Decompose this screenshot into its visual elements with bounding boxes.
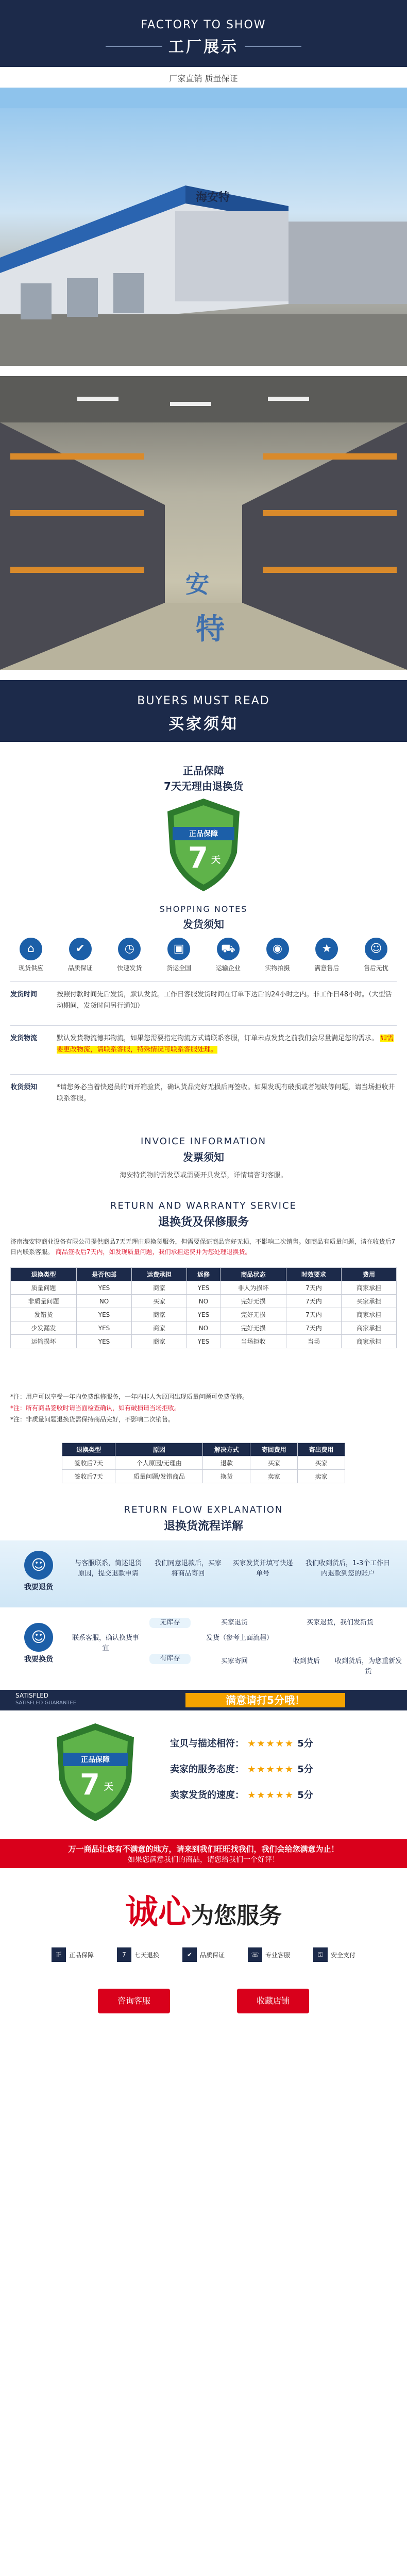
table-row [11, 1321, 397, 1335]
truck-icon: ⛟ [217, 938, 240, 960]
lock-icon: ⚿ [313, 1947, 328, 1962]
table-cell: NO [77, 1295, 132, 1308]
col-header: 寄回费用 [250, 1443, 298, 1456]
table-cell: YES [187, 1335, 221, 1348]
col-header: 退换类型 [62, 1443, 115, 1456]
feature-label: 货运全国 [166, 964, 192, 972]
rating-score: 5分 [297, 1790, 313, 1801]
table-cell: 7天内 [286, 1281, 341, 1295]
shield-unit: 天 [211, 855, 221, 866]
table-cell: YES [77, 1335, 132, 1348]
col-header: 时效要求 [286, 1268, 341, 1281]
guarantee-line1: 正品保障 [183, 765, 224, 777]
guarantee-line2: 7天无理由退换货 [164, 780, 243, 792]
returns-notes [10, 1391, 397, 1425]
exchange-label: 我要换货 [24, 1655, 53, 1664]
feature-transport [208, 938, 249, 972]
service-icon-row [52, 1947, 355, 1962]
rating-row [170, 1736, 313, 1750]
col-header: 解决方式 [203, 1443, 250, 1456]
five-stars-icon: ★★★★★ [247, 1764, 294, 1775]
table-row [62, 1456, 345, 1470]
table-cell: 质量问题 [11, 1281, 77, 1295]
table-cell: 发错货 [11, 1308, 77, 1321]
table-cell: YES [187, 1308, 221, 1321]
col-header: 退换类型 [11, 1268, 77, 1281]
table-cell: 商家承担 [341, 1335, 396, 1348]
returns-note: *注：用户可以享受一年内免费维修服务，一年内非人为原因出现质量问题可免费保修。 [10, 1393, 249, 1400]
service-title-red: 诚心 [125, 1893, 191, 1931]
contact-service-button[interactable]: 咨询客服 [98, 1989, 170, 2013]
camera-icon: ◉ [266, 938, 289, 960]
table-header-row [11, 1268, 397, 1281]
table-cell: 买家 [298, 1456, 345, 1470]
exchange-step-5: 收到货后，为您重新发货 [335, 1657, 402, 1675]
col-header: 运费承担 [132, 1268, 187, 1281]
shipping-title-cn: 发货须知 [183, 918, 224, 930]
table-cell: 非质量问题 [11, 1295, 77, 1308]
shield-number: 7 [80, 1768, 100, 1802]
buyers-header [0, 680, 407, 742]
feature-label: 品质保证 [67, 964, 93, 972]
return-step-2: 我们同意退款后，买家将商品寄回 [155, 1560, 222, 1578]
returns-title-cn: 退换货及保修服务 [158, 1216, 249, 1229]
divider [10, 1025, 397, 1026]
return-step-3: 买家发货并填写快递单号 [232, 1560, 293, 1578]
shipping-title-en: SHOPPING NOTES [159, 904, 248, 914]
table-cell: 签收后7天 [62, 1470, 115, 1483]
feature-quality [60, 938, 101, 972]
service-title [0, 1886, 407, 1933]
note-logistics [10, 1033, 397, 1056]
feature-aftersale [306, 938, 347, 972]
feature-stock [10, 938, 52, 972]
warehouse-photo [0, 376, 407, 670]
shield-check-icon: ✔ [69, 938, 92, 960]
feature-label: 满意售后 [314, 964, 340, 972]
note-label: 发货时间 [10, 991, 38, 998]
factory-building-photo [0, 88, 407, 366]
feature-fast [109, 938, 150, 972]
exchange-sub-4: 收到货后 [293, 1657, 320, 1665]
returns-note: *注：非质量问题退换货需保持商品完好，不影响二次销售。 [10, 1416, 175, 1423]
table-cell: YES [77, 1308, 132, 1321]
satisfied-band [0, 1690, 407, 1710]
table-cell: 完好无损 [220, 1295, 286, 1308]
feature-label: 实物拍摄 [265, 964, 290, 972]
return-start [15, 1551, 62, 1592]
rating-label: 宝贝与描述相符： [170, 1738, 244, 1749]
table-cell: 非人为损坏 [220, 1281, 286, 1295]
person-icon: ☺ [24, 1551, 53, 1580]
returns-text: 济南海安特商业设备有限公司提供商品7天无理由退换货服务，但需要保证商品完好无损，不影响二次销售。如商品有质量问题，请在收货后7日内联系客服。 [10, 1238, 396, 1256]
table-cell: 签收后7天 [62, 1456, 115, 1470]
five-stars-icon: ★★★★★ [247, 1738, 294, 1749]
service-item [117, 1947, 159, 1962]
invoice-text: 海安特货物的需发票或需要开具发票，详情请咨询客服。 [120, 1172, 287, 1179]
col-header: 返修 [187, 1268, 221, 1281]
satisfied-title: 满意请打5分哦！ [185, 1693, 345, 1707]
note-text: *请您务必当着快递员的面开箱验货，确认货品完好无损后再签收。如果发现有破损或者短缺等问题，请当场拒收并联系客服。 [57, 1083, 395, 1103]
returns-intro [10, 1236, 397, 1257]
return-label: 我要退货 [24, 1583, 53, 1591]
exchange-step-4: 买家退货，我们发新货 [306, 1619, 374, 1626]
col-header: 商品状态 [220, 1268, 286, 1281]
service-item [182, 1947, 225, 1962]
exchange-sub-3: 买家寄回 [221, 1657, 248, 1665]
table-cell: 买家 [132, 1295, 187, 1308]
genuine-icon: 正 [52, 1947, 66, 1962]
table-row [11, 1335, 397, 1348]
table-cell: 7天内 [286, 1295, 341, 1308]
flow-title-cn: 退换货流程详解 [163, 1520, 243, 1533]
table-cell: 完好无损 [220, 1308, 286, 1321]
person-icon: ☺ [24, 1623, 53, 1652]
service-label: 品质保证 [199, 1951, 225, 1959]
svg-text:安: 安 [185, 570, 209, 598]
house-icon: ⌂ [20, 938, 42, 960]
table-cell: 质量问题/发错商品 [115, 1470, 203, 1483]
table-cell: 商家承担 [341, 1281, 396, 1295]
divider [10, 1074, 397, 1075]
feature-nationwide [158, 938, 199, 972]
table-row [11, 1281, 397, 1295]
service-title-black: 为您服务 [191, 1903, 282, 1929]
refund-table [62, 1443, 345, 1483]
person-icon: ☺ [365, 938, 387, 960]
divider [10, 981, 397, 982]
table-cell: 卖家 [250, 1470, 298, 1483]
note-receive [10, 1082, 397, 1105]
dispute-line2: 如果您满意我们的商品，请您给我们一个好评！ [128, 1856, 279, 1864]
rating-score: 5分 [297, 1738, 313, 1749]
table-cell: 商家 [132, 1335, 187, 1348]
table-row [11, 1308, 397, 1321]
table-cell: 个人原因/无理由 [115, 1456, 203, 1470]
service-label: 七天退换 [134, 1951, 159, 1959]
shield-unit: 天 [104, 1782, 113, 1792]
shield-label: 正品保障 [189, 830, 218, 838]
shield-number: 7 [188, 841, 208, 875]
five-stars-icon: ★★★★★ [247, 1790, 294, 1801]
exchange-start [15, 1623, 62, 1664]
table-cell: 商家 [132, 1321, 187, 1335]
factory-header [0, 0, 407, 67]
table-cell: 当场 [286, 1335, 341, 1348]
feature-worry-free [355, 938, 397, 972]
service-item [248, 1947, 290, 1962]
table-row [11, 1295, 397, 1308]
table-cell: 买家 [250, 1456, 298, 1470]
note-label: 收货须知 [10, 1083, 38, 1091]
package-icon: ▣ [167, 938, 190, 960]
return-step-4: 我们收到货后，1-3个工作日内退款到您的账户 [305, 1560, 391, 1578]
col-header: 费用 [341, 1268, 396, 1281]
exchange-sub-1: 买家退货 [221, 1619, 248, 1626]
table-cell: 运输损坏 [11, 1335, 77, 1348]
satisfied-label-en: SATISFLED [15, 1692, 49, 1699]
svg-text:特: 特 [196, 613, 225, 646]
table-cell: 商家 [132, 1281, 187, 1295]
service-item [52, 1947, 94, 1962]
feature-label: 运输企业 [215, 964, 241, 972]
table-cell: 商家承担 [341, 1321, 396, 1335]
factory-title-cn: 工厂展示 [168, 38, 239, 56]
return-icon: 7 [117, 1947, 131, 1962]
col-header: 寄出费用 [298, 1443, 345, 1456]
exchange-no-stock: 无库存 [149, 1618, 191, 1628]
shipping-icon-row [10, 938, 397, 972]
factory-tagline: 厂家直销 质量保证 [169, 74, 238, 83]
feature-label: 售后无忧 [363, 964, 388, 972]
table-cell: YES [187, 1281, 221, 1295]
table-cell: 7天内 [286, 1308, 341, 1321]
clock-icon: ◷ [118, 938, 141, 960]
satisfied-label-en2: SATISFLED GUARANTEE [15, 1700, 77, 1706]
rating-label: 卖家的服务态度： [170, 1764, 244, 1775]
returns-red: 商品签收后7天内，如发现质量问题，我们承担运费并为您处理退换货。 [55, 1248, 251, 1256]
table-cell: 卖家 [298, 1470, 345, 1483]
table-cell: NO [187, 1295, 221, 1308]
quality-icon: ✔ [182, 1947, 197, 1962]
table-cell: 少发漏发 [11, 1321, 77, 1335]
exchange-in-stock: 有库存 [149, 1654, 191, 1664]
table-cell: 换货 [203, 1470, 250, 1483]
shield-label: 正品保障 [81, 1756, 110, 1764]
note-ship-time [10, 989, 397, 1012]
return-step-1: 与客服联系，简述退货原因，提交退款申请 [74, 1560, 142, 1578]
returns-title-en: RETURN AND WARRANTY SERVICE [110, 1200, 297, 1211]
service-label: 正品保障 [69, 1951, 94, 1959]
dispute-band [0, 1839, 407, 1868]
dispute-line1: 万一商品让您有不满意的地方，请来到我们旺旺找我们，我们会给您满意为止！ [68, 1844, 339, 1854]
table-cell: YES [77, 1321, 132, 1335]
buyers-title-cn: 买家须知 [168, 715, 239, 733]
buyers-title-en: BUYERS MUST READ [137, 694, 270, 707]
table-cell: 买家承担 [341, 1295, 396, 1308]
invoice-title-en: INVOICE INFORMATION [140, 1136, 267, 1147]
building-sign: 海安特 [196, 191, 230, 204]
service-item [313, 1947, 355, 1962]
table-row [62, 1470, 345, 1483]
star-icon: ★ [315, 938, 338, 960]
service-label: 安全支付 [330, 1951, 355, 1959]
flow-title-en: RETURN FLOW EXPLANATION [124, 1504, 283, 1515]
service-label: 专业客服 [265, 1951, 290, 1959]
rating-row [170, 1788, 313, 1801]
feature-label: 快速发货 [117, 964, 142, 972]
favorite-shop-button[interactable]: 收藏店铺 [237, 1989, 309, 2013]
table-cell: 完好无损 [220, 1321, 286, 1335]
feature-label: 现货供应 [18, 964, 43, 972]
exchange-sub-2: 发货（参考上面流程） [206, 1634, 273, 1642]
exchange-step-1: 联系客服，确认换货事宜 [72, 1634, 140, 1652]
note-label: 发货物流 [10, 1035, 38, 1042]
table-cell: NO [187, 1321, 221, 1335]
factory-title-en: FACTORY TO SHOW [141, 19, 266, 31]
rating-label: 卖家发货的速度： [170, 1790, 244, 1801]
table-header-row [62, 1443, 345, 1456]
table-cell: 商家承担 [341, 1308, 396, 1321]
page-bottom-space [0, 2035, 407, 2576]
col-header: 原因 [115, 1443, 203, 1456]
table-cell: 商家 [132, 1308, 187, 1321]
col-header: 是否包邮 [77, 1268, 132, 1281]
headset-icon: ☏ [248, 1947, 262, 1962]
rating-score: 5分 [297, 1764, 313, 1775]
feature-photo [257, 938, 298, 972]
invoice-title-cn: 发票须知 [183, 1151, 224, 1163]
note-text: 按照付款时间先后发货，默认发货。工作日客服发货时间在订单下达后的24小时之内。非工作日48小时。（大型活动期间，发货时间另行通知） [57, 991, 392, 1010]
returns-note: *注：所有商品签收时请当面检查确认，如有破损请当场拒收。 [10, 1404, 181, 1412]
shield-icon [162, 796, 245, 894]
rating-row [170, 1762, 313, 1775]
returns-table [10, 1267, 397, 1348]
table-cell: 7天内 [286, 1321, 341, 1335]
note-text: 默认发货物流德邦物流，如果您需要指定物流方式请联系客服，订单未点发货之前我们会尽量满足您的需求。 [57, 1035, 379, 1042]
table-cell: 当场拒收 [220, 1335, 286, 1348]
table-cell: 退款 [203, 1456, 250, 1470]
table-cell: YES [77, 1281, 132, 1295]
shield-icon [52, 1721, 139, 1824]
title-underline [106, 46, 301, 47]
note-highlight: 如需要更改物流，请联系客服，特殊情况可联系客服处理。 [57, 1035, 394, 1054]
